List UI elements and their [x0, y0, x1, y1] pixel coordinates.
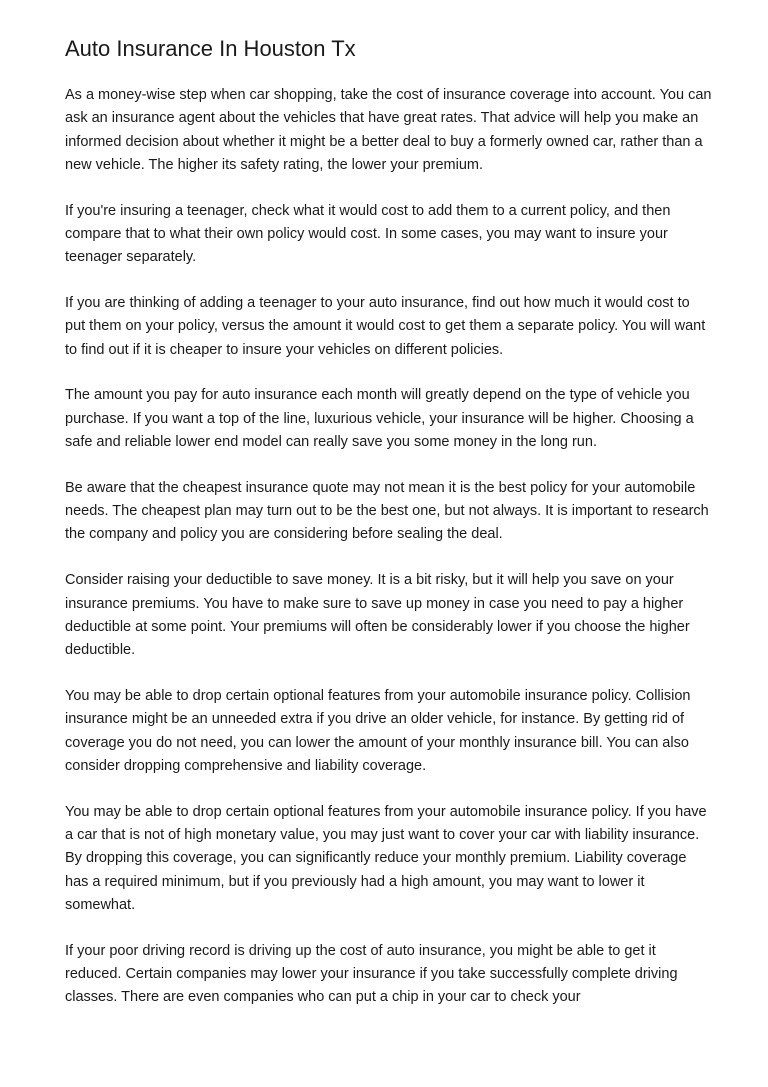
paragraph-4: The amount you pay for auto insurance each month will greatly depend on the type of vehicle you purchase. If you want a top of the line, luxurious vehicle, your insurance will be higher. Choosing a safe and reliable lower end model can really save you some money in the long run.: [65, 387, 694, 451]
paragraph-8: You may be able to drop certain optional features from your automobile insurance policy. If you have a car that is not of high monetary value, you may just want to cover your car with liability insurance. By dropping this coverage, you can significantly reduce your monthly premium. Liability coverage has a required minimum, but if you previously had a high amount, you may want to lower it somewhat.: [65, 803, 707, 913]
paragraph-5: Be aware that the cheapest insurance quote may not mean it is the best policy for your automobile needs. The cheapest plan may turn out to be the best one, but not always. It is important to research the company and policy you are considering before sealing the deal.: [65, 479, 709, 543]
paragraph-3: If you are thinking of adding a teenager to your auto insurance, find out how much it would cost to put them on your policy, versus the amount it would cost to get them a separate policy. You will want to find out if it is cheaper to insure your vehicles on different policies.: [65, 295, 706, 358]
paragraph-1: As a money-wise step when car shopping, take the cost of insurance coverage into account. You can ask an insurance agent about the vehicles that have great rates. That advice will help you make an informed decision about whether it might be a better deal to buy a formerly owned car, rather than a new vehicle. The higher its safety rating, the lower your premium.: [65, 87, 712, 173]
paragraph-6: Consider raising your deductible to save money. It is a bit risky, but it will help you save on your insurance premiums. You have to make sure to save up money in case you need to pay a higher deductible at some point. Your premiums will often be considerably lower if you choose the higher deductible.: [65, 572, 690, 659]
page-title: Auto Insurance In Houston Tx: [65, 36, 356, 61]
document-page: [65, 36, 713, 1032]
paragraph-9: If your poor driving record is driving up the cost of auto insurance, you might be able to get it reduced. Certain companies may lower your insurance if you take successfully complete driving classes. There are even companies who can put a chip in your car to check your: [65, 942, 678, 1006]
paragraph-2: If you're insuring a teenager, check what it would cost to add them to a current policy, and then compare that to what their own policy would cost. In some cases, you may want to insure your teenager separately.: [65, 202, 671, 266]
paragraph-7: You may be able to drop certain optional features from your automobile insurance policy. Collision insurance might be an unneeded extra if you drive an older vehicle, for instance. By getting rid of coverage you do not need, you can lower the amount of your monthly insurance bill. You can also consider dropping comprehensive and liability coverage.: [65, 687, 691, 774]
